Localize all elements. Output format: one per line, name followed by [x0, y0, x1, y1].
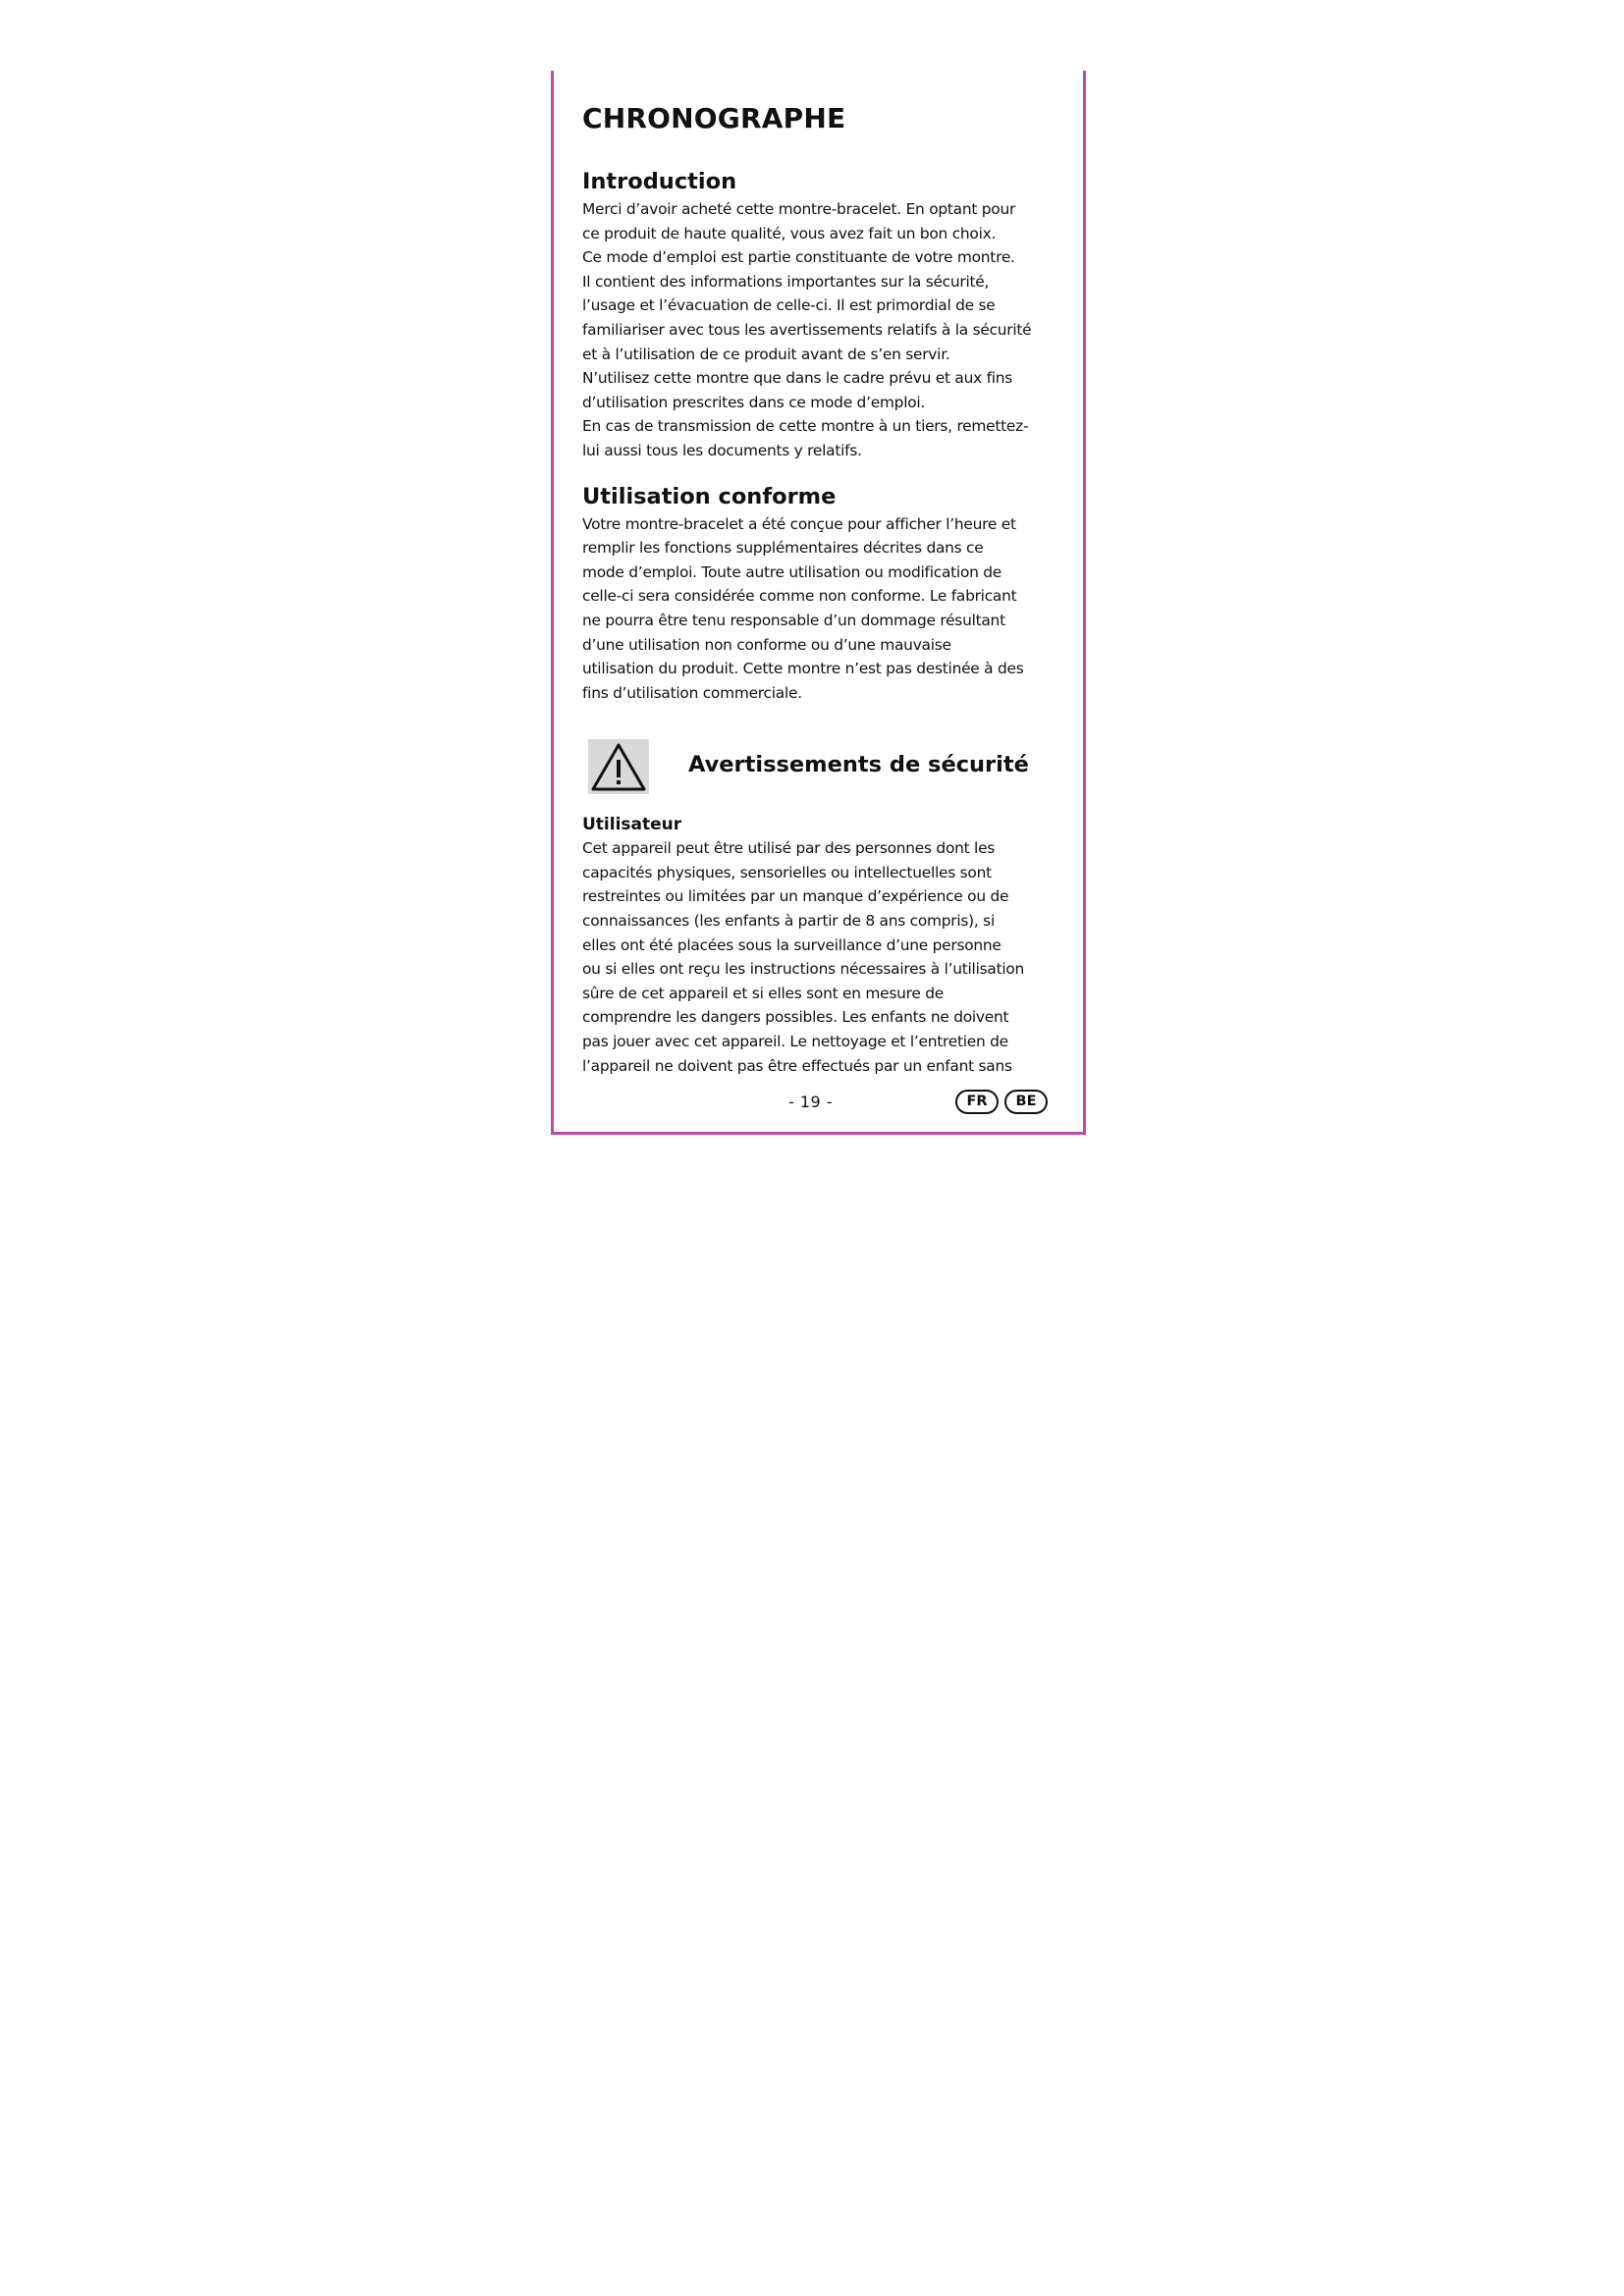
text-line: d’utilisation prescrites dans ce mode d’emploi.	[582, 393, 926, 411]
text-line: En cas de transmission de cette montre à un tiers, remettez-	[582, 417, 1029, 436]
utilisation-section	[582, 481, 1058, 706]
text-line: Votre montre-bracelet a été conçue pour afficher l’heure et	[582, 514, 1016, 533]
text-line: capacités physiques, sensorielles ou intellectuelles sont	[582, 863, 992, 881]
text-line: utilisation du produit. Cette montre n’est pas destinée à des	[582, 660, 1024, 678]
text-line: comprendre les dangers possibles. Les enfants ne doivent	[582, 1008, 1009, 1027]
text-line: Merci d’avoir acheté cette montre-bracelet. En optant pour	[582, 200, 1016, 218]
text-line: sûre de cet appareil et si elles sont en mesure de	[582, 984, 944, 1002]
utilisateur-subheading: Utilisateur	[582, 815, 682, 835]
text-line: pas jouer avec cet appareil. Le nettoyage et l’entretien de	[582, 1033, 1008, 1051]
text-line: fins d’utilisation commerciale.	[582, 683, 802, 702]
introduction-text	[582, 197, 1058, 463]
spacer	[582, 705, 1058, 732]
utilisation-text	[582, 512, 1058, 706]
language-badge-be: BE	[1004, 1090, 1048, 1114]
warning-triangle-icon	[588, 739, 649, 794]
safety-heading: Avertissements de sécurité	[688, 751, 1029, 777]
page-number: - 19 -	[788, 1093, 834, 1111]
language-badges	[955, 1090, 1048, 1114]
text-line: ou si elles ont reçu les instructions nécessaires à l’utilisation	[582, 960, 1025, 979]
introduction-heading: Introduction	[582, 169, 737, 194]
safety-heading-row	[582, 732, 1058, 801]
text-line: et à l’utilisation de ce produit avant de s’en servir.	[582, 345, 950, 363]
safety-text	[582, 836, 1058, 1078]
introduction-section	[582, 166, 1058, 463]
document-title: CHRONOGRAPHE	[582, 102, 846, 134]
page-content	[582, 93, 1058, 1078]
text-line: Cet appareil peut être utilisé par des personnes dont les	[582, 839, 996, 858]
text-line: l’appareil ne doivent pas être effectués par un enfant sans	[582, 1056, 1012, 1075]
text-line: d’une utilisation non conforme ou d’une mauvaise	[582, 635, 951, 654]
language-badge-fr: FR	[955, 1090, 999, 1114]
text-line: connaissances (les enfants à partir de 8 ans compris), si	[582, 912, 995, 931]
text-line: ne pourra être tenu responsable d’un dommage résultant	[582, 611, 1005, 629]
text-line: l’usage et l’évacuation de celle-ci. Il est primordial de se	[582, 296, 996, 315]
text-line: elles ont été placées sous la surveillance d’une personne	[582, 935, 1001, 954]
text-line: mode d’emploi. Toute autre utilisation ou modification de	[582, 562, 1002, 581]
text-line: Il contient des informations importantes sur la sécurité,	[582, 272, 990, 291]
page-footer	[582, 1090, 1058, 1121]
text-line: celle-ci sera considérée comme non conforme. Le fabricant	[582, 587, 1017, 606]
text-line: N’utilisez cette montre que dans le cadre prévu et aux fins	[582, 369, 1013, 388]
text-line: ce produit de haute qualité, vous avez fait un bon choix.	[582, 224, 997, 242]
utilisation-heading: Utilisation conforme	[582, 483, 837, 509]
spacer	[582, 463, 1058, 481]
text-line: Ce mode d’emploi est partie constituante de votre montre.	[582, 248, 1015, 267]
text-line: restreintes ou limitées par un manque d’expérience ou de	[582, 887, 1009, 906]
text-line: lui aussi tous les documents y relatifs.	[582, 441, 862, 459]
safety-section	[582, 732, 1058, 1078]
text-line: familiariser avec tous les avertissements relatifs à la sécurité	[582, 320, 1032, 339]
text-line: remplir les fonctions supplémentaires décrites dans ce	[582, 539, 984, 558]
